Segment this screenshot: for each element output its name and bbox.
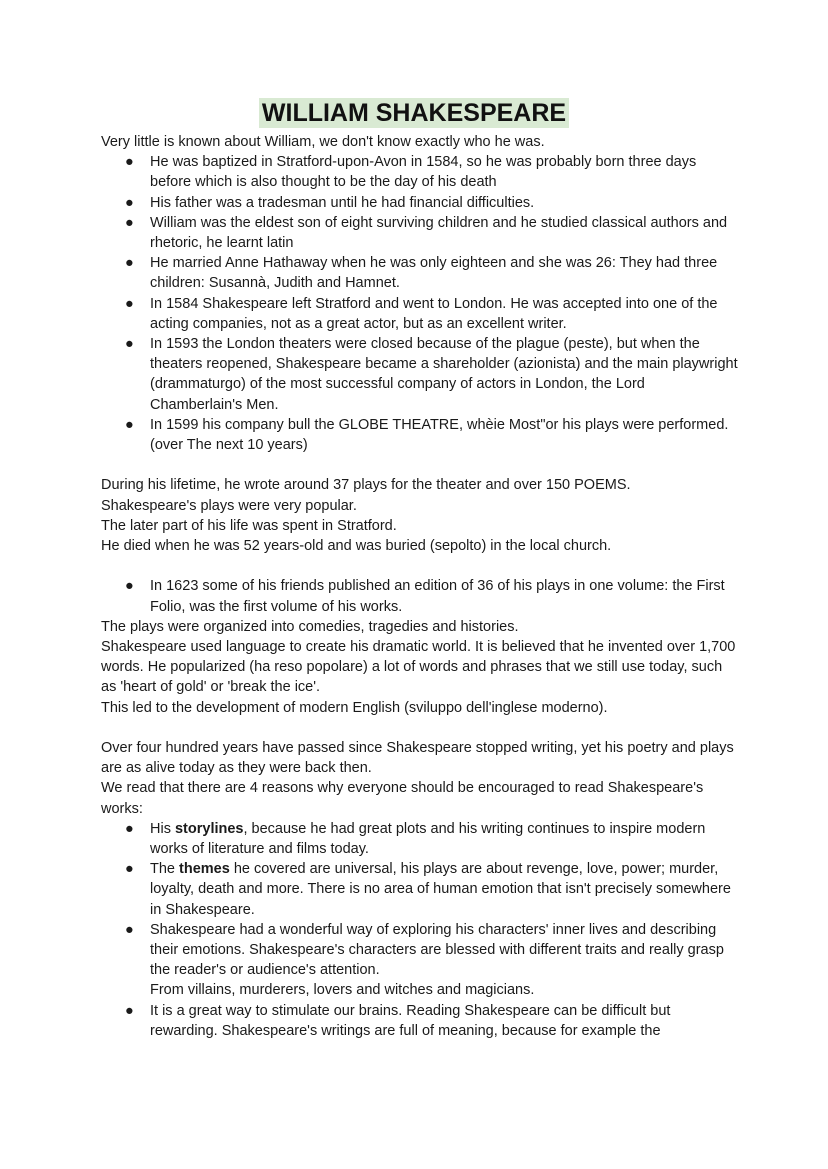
list-item: ● In 1623 some of his friends published an edition of 36 of his plays in one volume: the First Folio, was the first volume of his works. [125, 578, 725, 615]
list-item: ● He was baptized in Stratford-upon-Avon in 1584, so he was probably born three days before which is also thought to be the day of his death [125, 154, 697, 191]
paragraph-line: This led to the development of modern English (sviluppo dell'inglese moderno). [101, 699, 608, 716]
list-item: ● The themes he covered are universal, his plays are about revenge, love, power; murder, loyalty, death and more. There is no area of human emotion that isn't precisely somewhere in Shakespeare. [125, 861, 731, 918]
spacer [101, 455, 741, 475]
bullet-icon: ● [125, 295, 134, 312]
paragraph-line: Over four hundred years have passed since Shakespeare stopped writing, yet his poetry and plays are as alive today as they were back then. [101, 740, 734, 777]
list-item: ● His father was a tradesman until he had financial difficulties. [150, 193, 741, 213]
list-item: ● William was the eldest son of eight surviving children and he studied classical authors and rhetoric, he learnt latin [125, 214, 728, 252]
bullet-icon: ● [125, 578, 134, 595]
list-item: ● In 1599 his company bull the GLOBE THEATRE, whèie Most"or his plays were performed. (over The next 10 years) [125, 416, 729, 454]
list-item: ● He married Anne Hathaway when he was only eighteen and she was 26: They had three children: Susannà, Judith and Hamnet. [125, 255, 718, 292]
folio-list [101, 576, 741, 616]
list-item: ● In 1584 Shakespeare left Stratford and went to London. He was accepted into one of the acting companies, not as a great actor, but as an excellent writer. [125, 295, 718, 332]
bullet-icon: ● [125, 820, 134, 837]
bullet-icon: ● [125, 154, 134, 171]
bullet-icon: ● [125, 194, 134, 211]
title-container [0, 98, 828, 128]
paragraph-line: During his lifetime, he wrote around 37 plays for the theater and over 150 POEMS. [101, 477, 631, 494]
spacer [101, 718, 741, 738]
bullet-icon: ● [125, 416, 134, 433]
page-title: WILLIAM SHAKESPEARE [259, 98, 569, 128]
bullet-icon: ● [125, 921, 134, 938]
paragraph-line: He died when he was 52 years-old and was buried (sepolto) in the local church. [101, 538, 612, 555]
intro-paragraph: Very little is known about William, we don't know exactly who he was. [101, 134, 545, 150]
paragraph-line: Shakespeare's plays were very popular. [101, 497, 357, 514]
bullet-icon: ● [125, 255, 134, 272]
biography-list [101, 152, 741, 455]
reasons-list [101, 819, 741, 1041]
list-item: ● In 1593 the London theaters were closed because of the plague (peste), but when the theaters reopened, Shakespeare became a shareholder (azionista) and the main playwright (drammaturgo) of the most successful company of actors in London, the Lord Chamberlain's Men. [125, 336, 738, 413]
bullet-icon: ● [125, 336, 134, 353]
document-body [101, 132, 741, 1041]
list-item: ● Shakespeare had a wonderful way of exploring his characters' inner lives and describing their emotions. Shakespeare's characters are blessed with different traits and really grasp the reader's or audience's attention. From villains, murderers, lovers and witches and magicians. [125, 921, 724, 999]
bullet-icon: ● [125, 1002, 134, 1019]
list-item: ● It is a great way to stimulate our brains. Reading Shakespeare can be difficult but rewarding. Shakespeare's writings are full of meaning, because for example the [125, 1002, 671, 1039]
paragraph-line: Shakespeare used language to create his dramatic world. It is believed that he invented over 1,700 words. He popularized (ha reso popolare) a lot of words and phrases that we still use today, such as 'heart of gold' or 'break the ice'. [101, 639, 736, 696]
paragraph-line: The later part of his life was spent in Stratford. [101, 517, 397, 534]
spacer [101, 556, 741, 576]
list-item: ● His storylines, because he had great plots and his writing continues to inspire modern works of literature and films today. [125, 820, 706, 858]
bullet-icon: ● [125, 861, 134, 878]
paragraph-line: The plays were organized into comedies, tragedies and histories. [101, 618, 519, 635]
paragraph-line: We read that there are 4 reasons why everyone should be encouraged to read Shakespeare's works: [101, 780, 704, 817]
bullet-icon: ● [125, 214, 134, 231]
